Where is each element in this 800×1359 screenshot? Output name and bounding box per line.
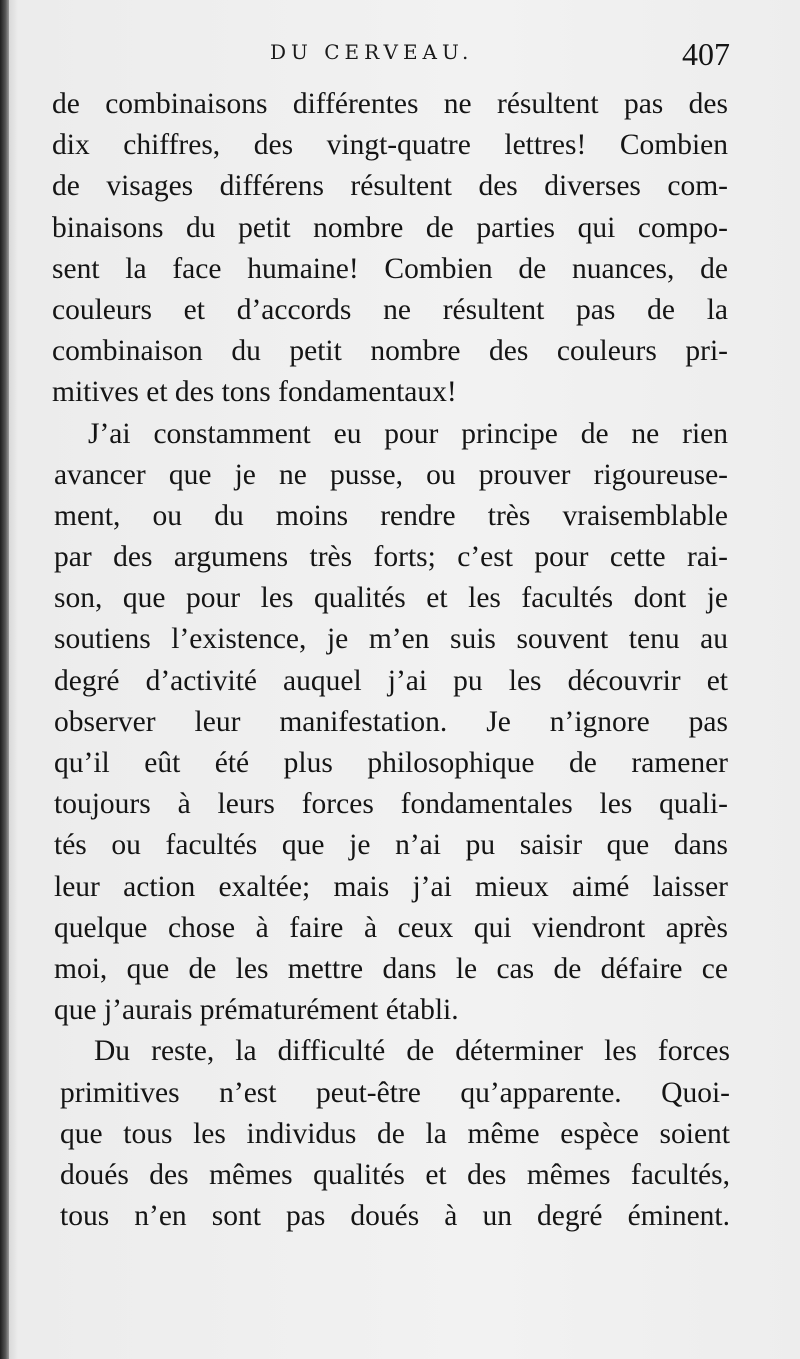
page-number: 407 bbox=[682, 36, 730, 72]
text-line: dix chiffres, des vingt-quatre lettres! Combien bbox=[52, 129, 728, 162]
text-line: leur action exaltée; mais j’ai mieux aimé laisser bbox=[54, 870, 728, 903]
paragraph-3 bbox=[60, 1031, 730, 1237]
text-line: de visages différens résultent des diverses com- bbox=[52, 170, 728, 203]
text-line: soutiens l’existence, je m’en suis souvent tenu au bbox=[54, 623, 728, 656]
text-line: doués des mêmes qualités et des mêmes facultés, bbox=[60, 1158, 730, 1191]
text-line: primitives n’est peut-être qu’apparente. Quoi- bbox=[60, 1076, 730, 1109]
text-line: quelque chose à faire à ceux qui viendront après bbox=[54, 911, 728, 944]
text-line: couleurs et d’accords ne résultent pas de la bbox=[52, 293, 728, 326]
text-line: tous n’en sont pas doués à un degré éminent. bbox=[60, 1200, 730, 1233]
text-line: degré d’activité auquel j’ai pu les découvrir et bbox=[54, 664, 728, 697]
text-line: avancer que je ne pusse, ou prouver rigoureuse- bbox=[54, 458, 728, 491]
text-line: Du reste, la difficulté de déterminer les forces bbox=[94, 1035, 730, 1068]
text-line: tés ou facultés que je n’ai pu saisir que dans bbox=[54, 829, 728, 862]
running-head: DU CERVEAU. bbox=[270, 40, 474, 64]
paragraph-1 bbox=[52, 84, 728, 414]
text-line: que j’aurais prématurément établi. bbox=[54, 994, 459, 1027]
book-spine-shadow bbox=[0, 0, 9, 1359]
text-line: par des argumens très forts; c’est pour cette rai- bbox=[54, 541, 728, 574]
text-line: observer leur manifestation. Je n’ignore pas bbox=[54, 705, 728, 738]
text-line: combinaison du petit nombre des couleurs pri- bbox=[52, 335, 728, 368]
text-line: moi, que de les mettre dans le cas de défaire ce bbox=[54, 952, 728, 985]
text-line: mitives et des tons fondamentaux! bbox=[52, 376, 457, 409]
text-line: de combinaisons différentes ne résultent pas des bbox=[52, 88, 728, 120]
text-line: qu’il eût été plus philosophique de ramener bbox=[54, 747, 728, 779]
text-line: binaisons du petit nombre de parties qui compo- bbox=[52, 211, 728, 244]
text-line: J’ai constamment eu pour principe de ne rien bbox=[88, 417, 728, 450]
body-text bbox=[52, 84, 728, 1237]
text-line: son, que pour les qualités et les facultés dont je bbox=[54, 582, 728, 615]
text-line: toujours à leurs forces fondamentales les quali- bbox=[54, 788, 728, 821]
text-line: que tous les individus de la même espèce soient bbox=[60, 1117, 730, 1150]
paragraph-2 bbox=[54, 414, 728, 1032]
text-line: ment, ou du moins rendre très vraisemblable bbox=[54, 499, 728, 532]
text-line: sent la face humaine! Combien de nuances, de bbox=[52, 252, 728, 285]
page-header bbox=[50, 36, 730, 76]
